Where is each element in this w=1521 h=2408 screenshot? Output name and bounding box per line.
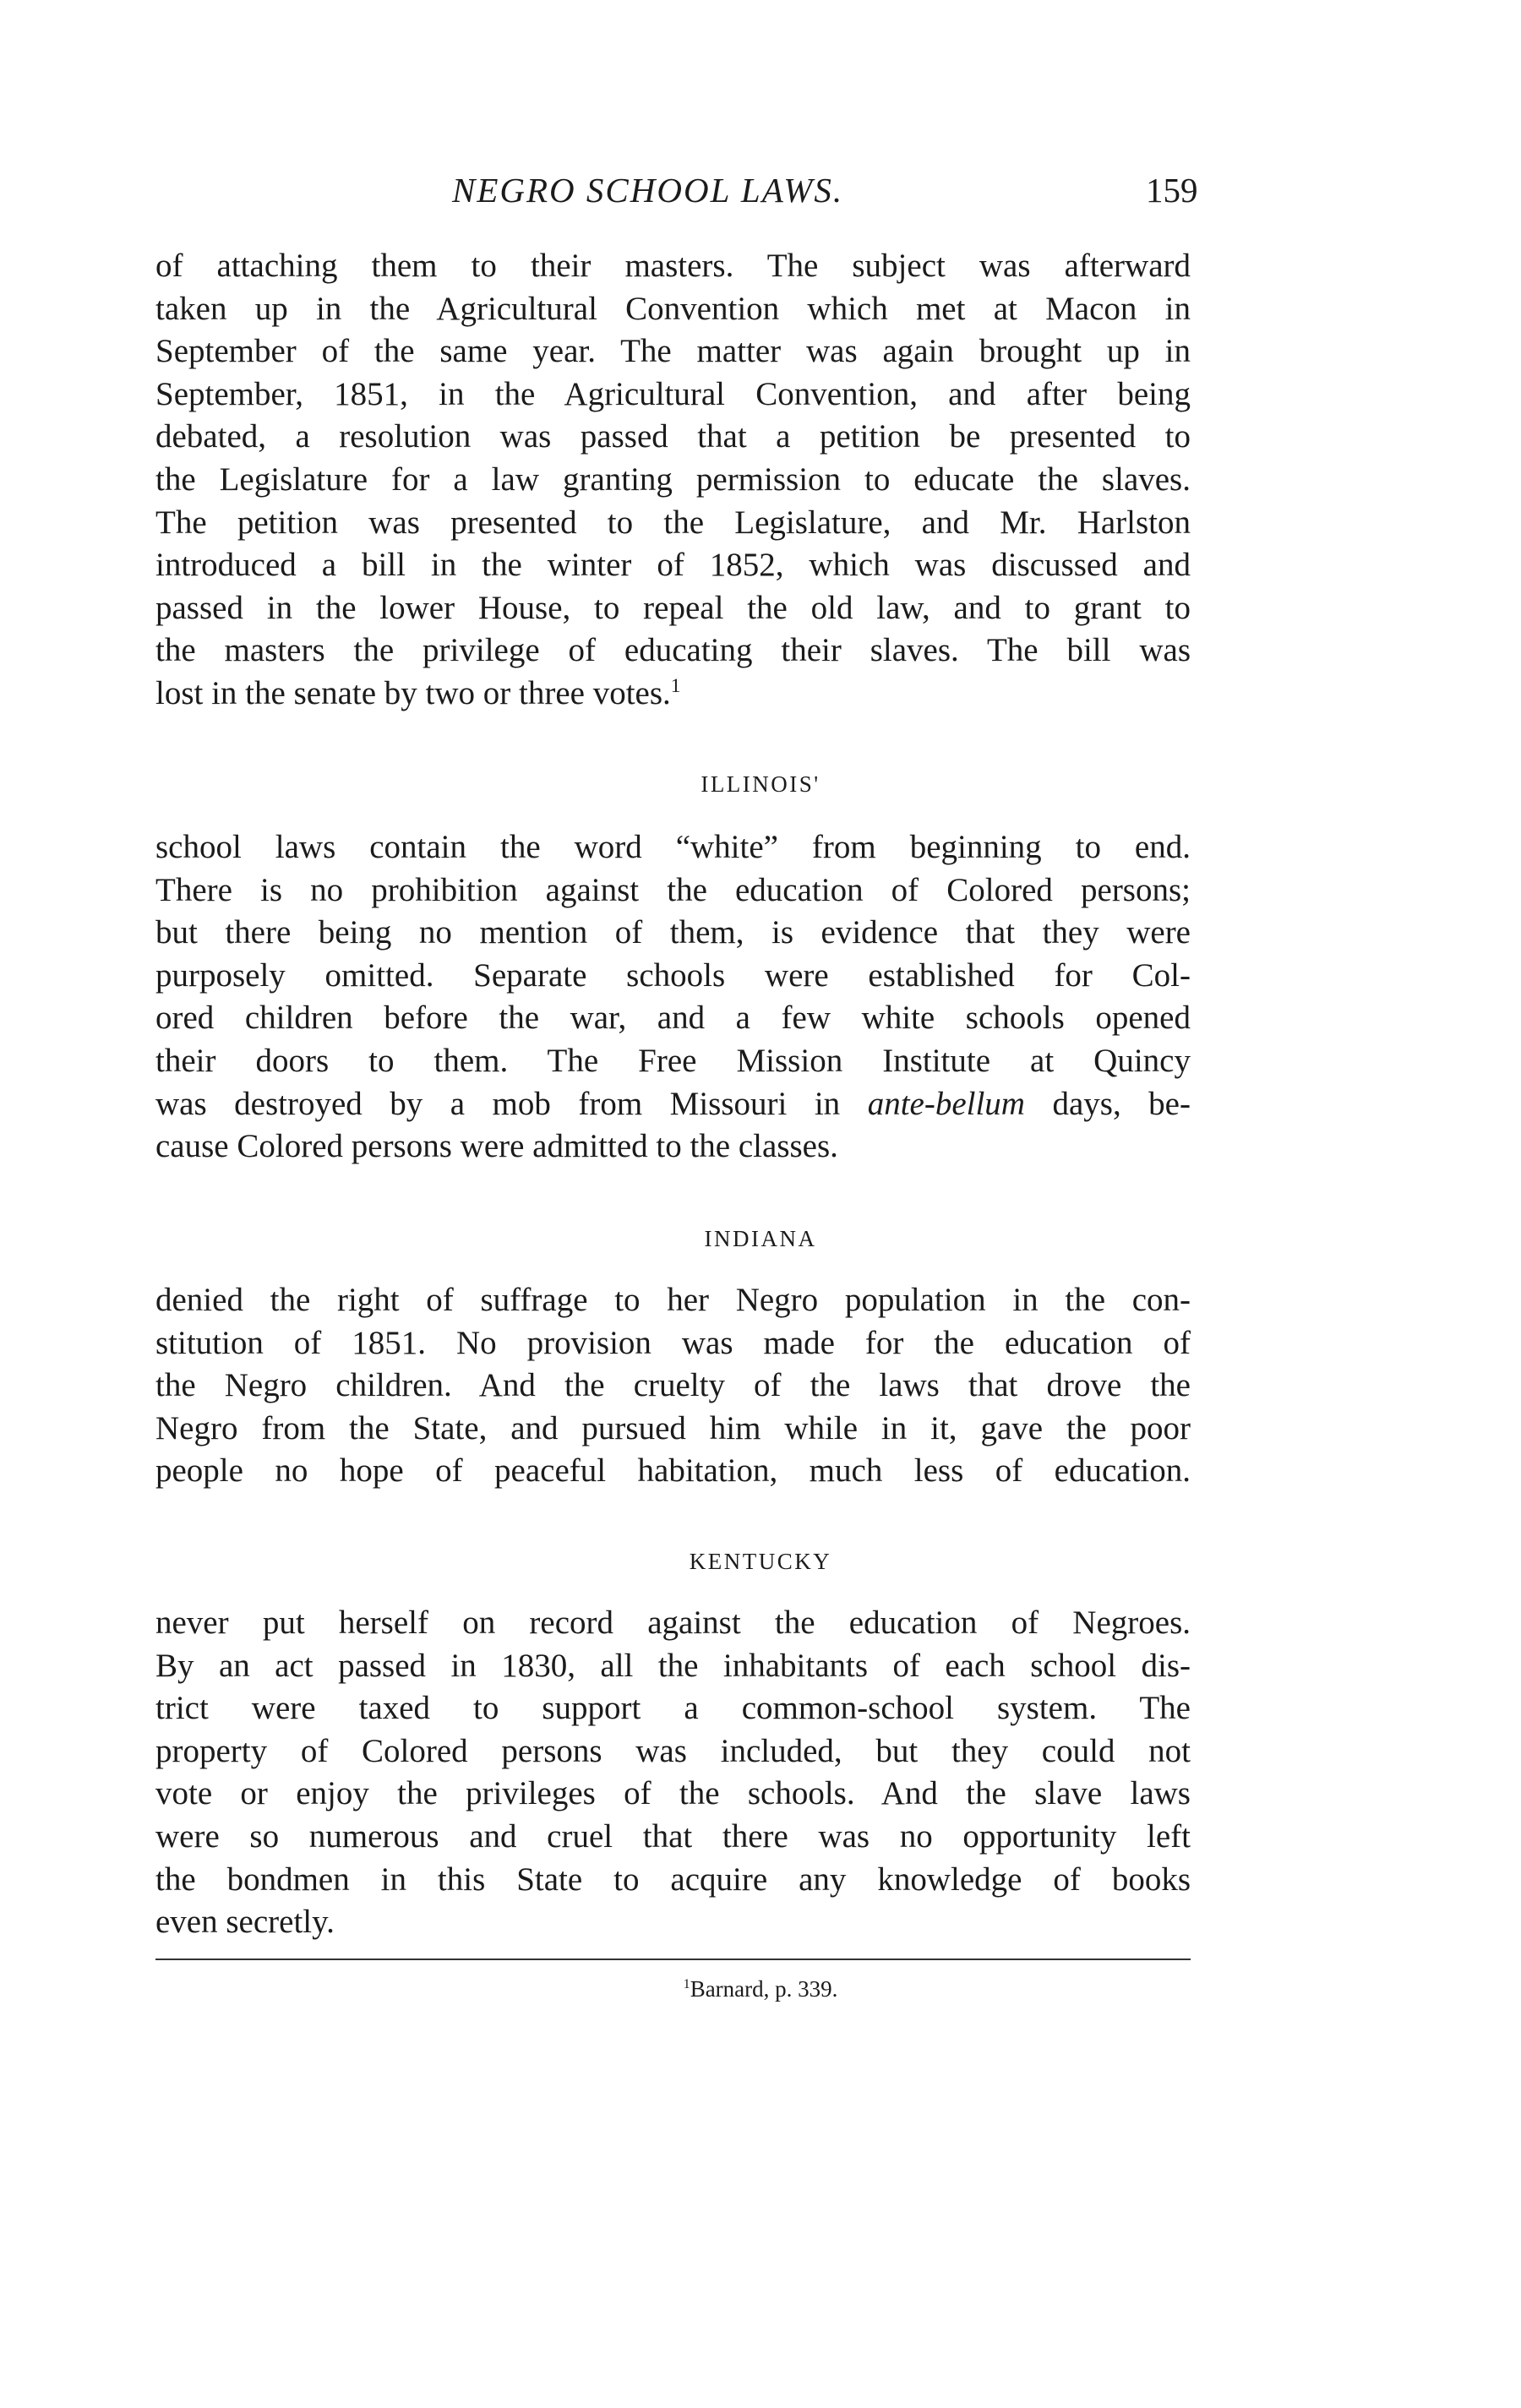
running-head bbox=[0, 169, 1521, 220]
footnote bbox=[0, 1974, 1521, 2004]
section-heading-illinois bbox=[0, 769, 1521, 799]
text-line: were so numerous and cruel that there was no opportunity left bbox=[155, 1817, 1191, 1855]
section-heading-indiana bbox=[0, 1223, 1521, 1254]
text-line: Negro from the State, and pursued him while in it, gave the poor bbox=[155, 1409, 1191, 1446]
text-line bbox=[155, 673, 1191, 716]
text-line: the Negro children. And the cruelty of the laws that drove the bbox=[155, 1367, 1191, 1404]
paragraph-georgia-continuation bbox=[155, 245, 1191, 716]
text-line: property of Colored persons was included, but they could not bbox=[155, 1732, 1191, 1769]
text-line: the bondmen in this State to acquire any knowledge of books bbox=[155, 1860, 1191, 1898]
footnote-text: Barnard, p. 339. bbox=[690, 1976, 838, 2002]
text-line bbox=[155, 1083, 1191, 1126]
text-line: their doors to them. The Free Mission Institute at Quincy bbox=[155, 1042, 1191, 1079]
text-line: even secretly. bbox=[155, 1904, 335, 1941]
text-line: purposely omitted. Separate schools were established for Col- bbox=[155, 956, 1191, 994]
section-heading-kentucky bbox=[0, 1546, 1521, 1577]
text-line: ored children before the war, and a few white schools opened bbox=[155, 1000, 1191, 1037]
text-line: introduced a bill in the winter of 1852, which was discussed and bbox=[155, 547, 1191, 584]
text-line: the masters the privilege of educating their slaves. The bill was bbox=[155, 632, 1191, 669]
text-line: The petition was presented to the Legislature, and Mr. Harlston bbox=[155, 504, 1191, 541]
footnote-rule bbox=[155, 1959, 1191, 1960]
text-line: September of the same year. The matter was again brought up in bbox=[155, 333, 1191, 370]
text-line: vote or enjoy the privileges of the schools. And the slave laws bbox=[155, 1775, 1191, 1812]
text-line: September, 1851, in the Agricultural Convention, and after being bbox=[155, 375, 1191, 412]
text-line: school laws contain the word “white” from beginning to end. bbox=[155, 829, 1191, 865]
text-line: of attaching them to their masters. The subject was afterward bbox=[155, 248, 1191, 284]
footnote-reference: 1 bbox=[670, 674, 681, 697]
italic-term: ante-bellum bbox=[867, 1085, 1025, 1122]
footnote-marker: 1 bbox=[683, 1976, 690, 1991]
paragraph-kentucky bbox=[155, 1602, 1191, 1944]
paragraph-indiana bbox=[155, 1279, 1191, 1493]
text-line: debated, a resolution was passed that a petition be presented to bbox=[155, 418, 1191, 455]
paragraph-illinois bbox=[155, 826, 1191, 1169]
text-line: denied the right of suffrage to her Negro population in the con- bbox=[155, 1282, 1191, 1318]
text-line: cause Colored persons were admitted to the classes. bbox=[155, 1128, 838, 1165]
text-line: By an act passed in 1830, all the inhabitants of each school dis- bbox=[155, 1647, 1191, 1684]
text-line: the Legislature for a law granting permission to educate the slaves. bbox=[155, 460, 1191, 498]
text-line-content: lost in the senate by two or three votes. bbox=[155, 674, 671, 711]
text-fragment: days, be- bbox=[1024, 1085, 1191, 1122]
text-line: passed in the lower House, to repeal the old law, and to grant to bbox=[155, 589, 1191, 626]
text-line: stitution of 1851. No provision was made for the education of bbox=[155, 1324, 1191, 1361]
text-line: never put herself on record against the education of Negroes. bbox=[155, 1604, 1191, 1641]
running-title: NEGRO SCHOOL LAWS. bbox=[452, 171, 844, 210]
heading-text: ILLINOIS' bbox=[701, 771, 820, 797]
text-line: There is no prohibition against the education of Colored persons; bbox=[155, 871, 1191, 908]
text-line: people no hope of peaceful habitation, much less of education. bbox=[155, 1452, 1191, 1490]
text-fragment: was destroyed by a mob from Missouri in bbox=[155, 1085, 868, 1122]
text-line: but there being no mention of them, is evidence that they were bbox=[155, 914, 1191, 951]
heading-text: KENTUCKY bbox=[689, 1549, 832, 1574]
heading-text: INDIANA bbox=[704, 1226, 817, 1251]
text-line: taken up in the Agricultural Convention which met at Macon in bbox=[155, 290, 1191, 327]
text-line: trict were taxed to support a common-school system. The bbox=[155, 1690, 1191, 1727]
page-number: 159 bbox=[1146, 171, 1198, 210]
